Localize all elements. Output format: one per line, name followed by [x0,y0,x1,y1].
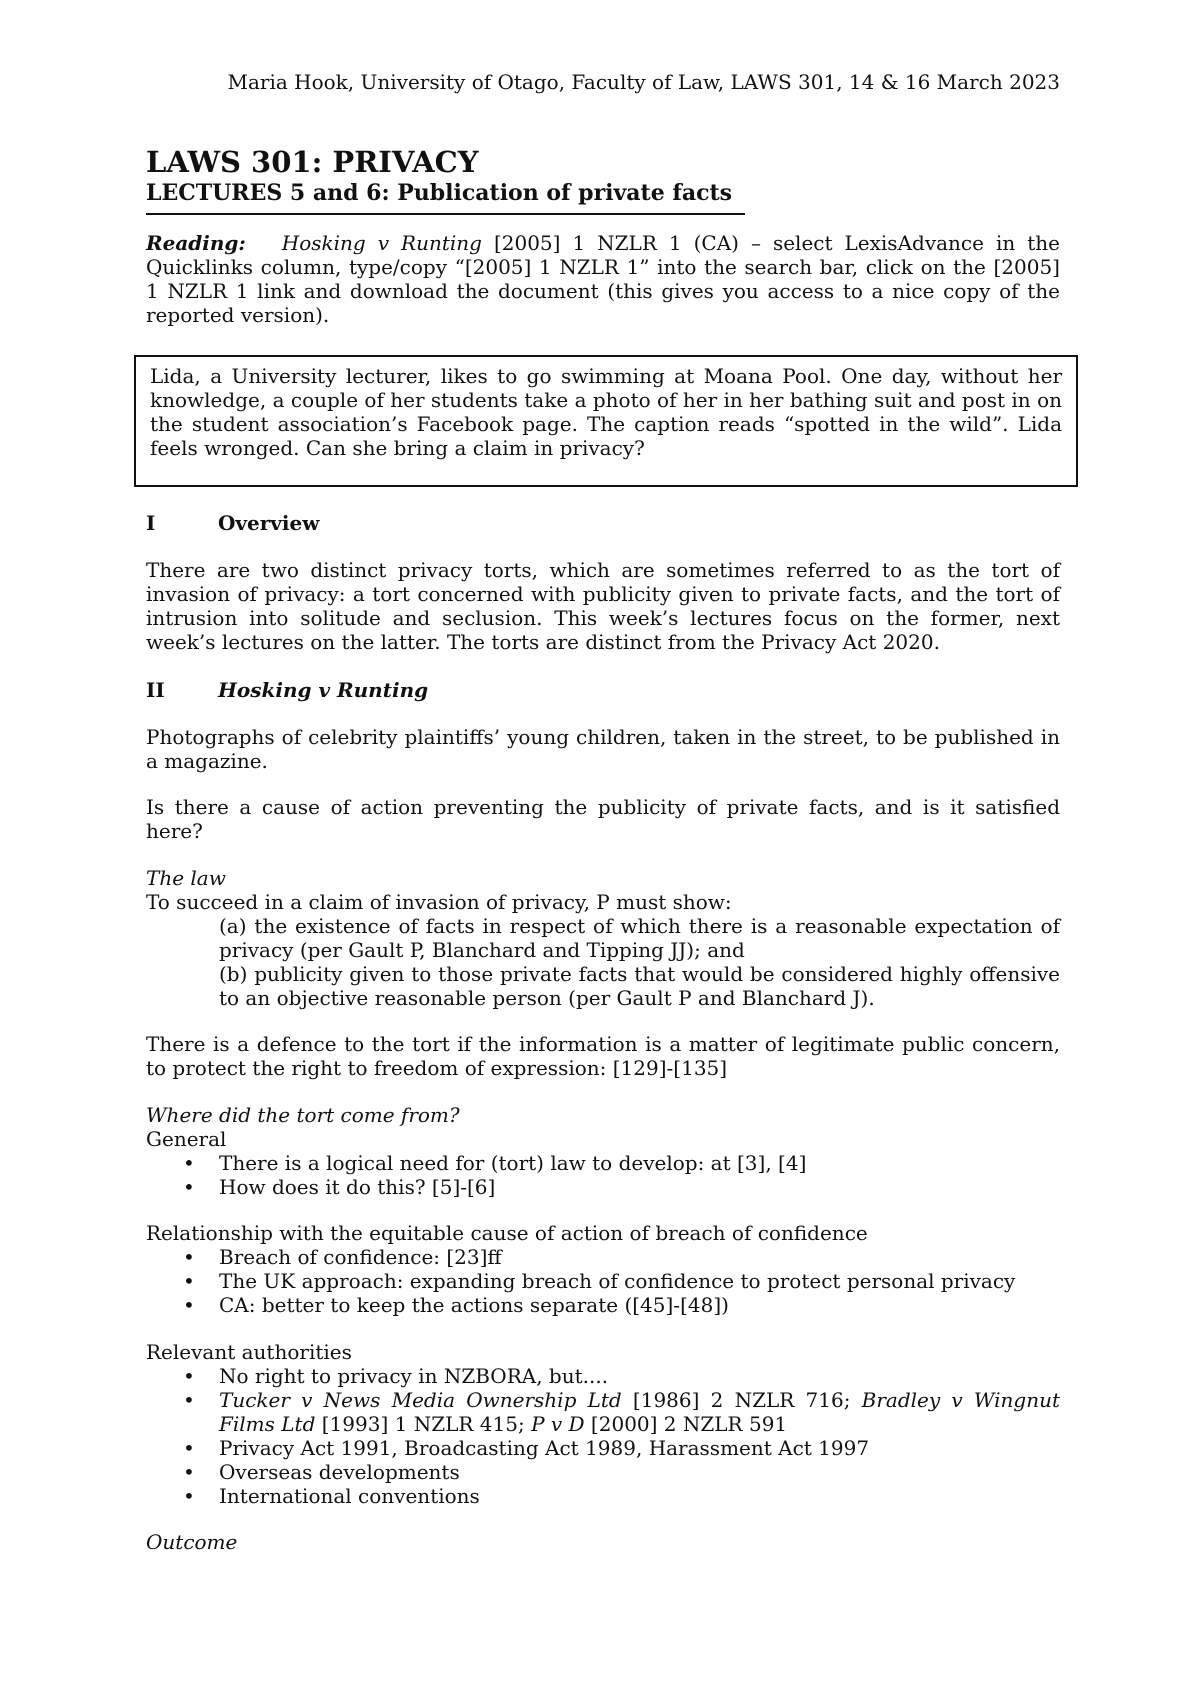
law-element-a: (a) the existence of facts in respect of which there is a reasonable expectation of privacy (per Gault P, Blanchard and Tipping JJ); and [219,914,1060,962]
relationship-label: Relationship with the equitable cause of action of breach of confidence [146,1221,868,1245]
origin-block [146,1103,1060,1199]
document-title: LAWS 301: PRIVACY [146,145,479,179]
authorities-block [146,1340,1060,1508]
overview-paragraph: There are two distinct privacy torts, which are sometimes referred to as the tort of invasion of privacy: a tort concerned with publicity given to private facts, and the tort of intrusion into solitude and seclusion. This week’s lectures focus on the former, next week’s lectures on the latter. The torts are distinct from the Privacy Act 2020. [146,558,1060,654]
general-label: General [146,1127,227,1151]
case-name: Bradley v Wingnut Films Ltd [219,1388,1060,1436]
list-item: • Privacy Act 1991, Broadcasting Act 1989, Harassment Act 1997 [146,1436,1060,1460]
citation: [1986] 2 NZLR 716; [621,1388,862,1412]
section-heading-overview [146,511,319,535]
list-item: • The UK approach: expanding breach of confidence to protect personal privacy [146,1269,1060,1293]
section-number: I [146,511,156,535]
law-block [146,866,1060,1010]
title-underline [146,213,745,215]
section-number: II [146,678,165,702]
law-element-b: (b) publicity given to those private facts that would be considered highly offensive to an objective reasonable person (per Gault P and Blanchard J). [219,962,1060,1010]
section-heading-hosking [146,678,428,702]
relationship-list [146,1245,1060,1317]
reading-case: Hosking v Runting [281,231,482,255]
list-item: • International conventions [146,1484,1060,1508]
list-item: • There is a logical need for (tort) law to develop: at [3], [4] [146,1151,1060,1175]
reading-paragraph [146,231,1060,327]
authorities-label: Relevant authorities [146,1340,352,1364]
list-item: • CA: better to keep the actions separate ([45]-[48]) [146,1293,1060,1317]
scenario-text: Lida, a University lecturer, likes to go swimming at Moana Pool. One day, without her knowledge, a couple of her students take a photo of her in her bathing suit and post in on the student association’s Facebook page. The caption reads “spotted in the wild”. Lida feels wronged. Can she bring a claim in privacy? [150,364,1062,460]
citation: [2000] 2 NZLR 591 [584,1412,788,1436]
scenario-box [134,355,1078,487]
general-list [146,1151,1060,1199]
authorities-list [146,1364,1060,1508]
reading-text: [2005] 1 NZLR 1 (CA) – select LexisAdvance in the Quicklinks column, type/copy “[2005] 1 NZLR 1” into the search bar, click on the [2005] 1 NZLR 1 link and download the document (this gives you access to a nice copy of the reported version). [146,231,1060,327]
section-title: Overview [218,511,320,535]
origin-heading: Where did the tort come from? [146,1103,460,1127]
defence-paragraph: There is a defence to the tort if the information is a matter of legitimate public concern, to protect the right to freedom of expression: [129]-[135] [146,1032,1060,1080]
question-paragraph: Is there a cause of action preventing the publicity of private facts, and is it satisfied here? [146,795,1060,843]
list-item: • No right to privacy in NZBORA, but.... [146,1364,1060,1388]
page-header: Maria Hook, University of Otago, Faculty of Law, LAWS 301, 14 & 16 March 2023 [227,70,1060,94]
law-intro: To succeed in a claim of invasion of privacy, P must show: [146,890,732,914]
facts-paragraph: Photographs of celebrity plaintiffs’ young children, taken in the street, to be published in a magazine. [146,725,1060,773]
law-heading: The law [146,866,226,890]
case-name: Tucker v News Media Ownership Ltd [219,1388,622,1412]
relationship-block [146,1221,1060,1317]
document-subtitle: LECTURES 5 and 6: Publication of private facts [146,180,733,206]
list-item: • Breach of confidence: [23]ff [146,1245,1060,1269]
citation: [1993] 1 NZLR 415; [315,1412,532,1436]
list-item: • Overseas developments [146,1460,1060,1484]
list-item: • How does it do this? [5]-[6] [146,1175,1060,1199]
list-item [146,1388,1060,1436]
reading-label: Reading: [146,231,246,255]
case-name: P v D [531,1412,585,1436]
section-title: Hosking v Runting [218,678,429,702]
outcome-heading: Outcome [146,1530,238,1554]
